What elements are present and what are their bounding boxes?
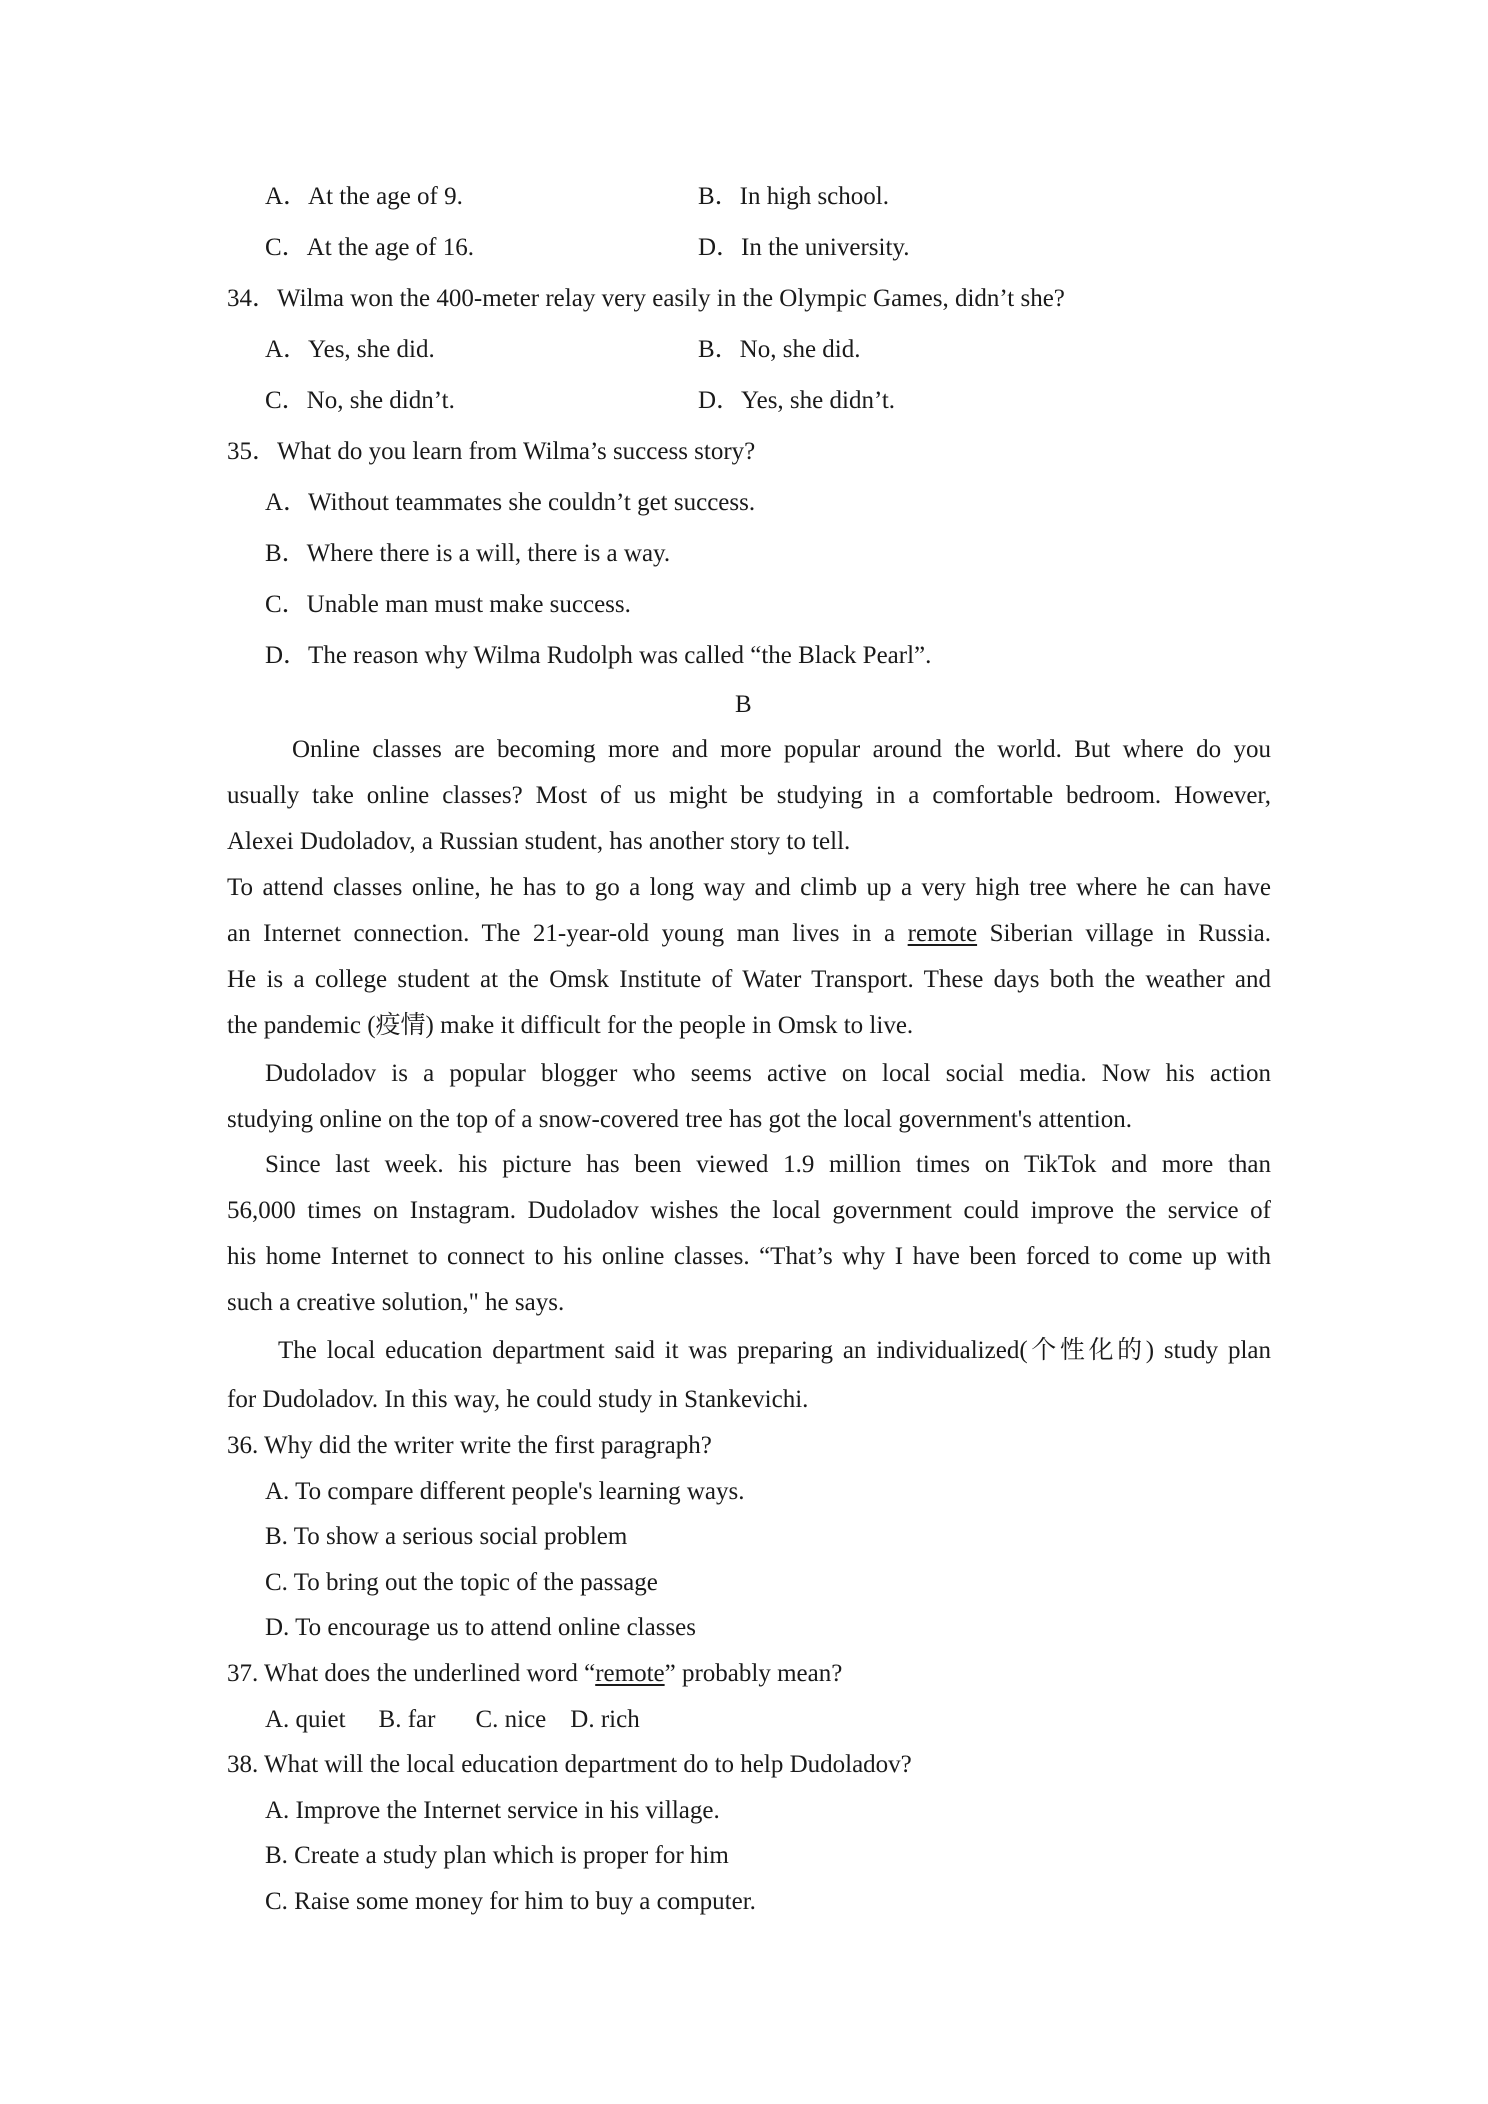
q38-option-b: B. Create a study plan which is proper for him bbox=[265, 1842, 729, 1869]
passage-p4-line4: such a creative solution," he says. bbox=[227, 1289, 565, 1316]
passage-p2-line1: To attend classes online, he has to go a long way and climb up a very high tree where he can have bbox=[227, 874, 1271, 901]
underlined-word: remote bbox=[595, 1660, 665, 1687]
q33-option-b: B．In high school. bbox=[698, 183, 889, 210]
underlined-word: remote bbox=[907, 920, 978, 947]
q34-option-b: B．No, she did. bbox=[698, 336, 861, 363]
q37-stem bbox=[227, 1657, 842, 1691]
passage-p2-line3: He is a college student at the Omsk Institute of Water Transport. These days both the weather and bbox=[227, 966, 1271, 993]
q36-option-b: B. To show a serious social problem bbox=[265, 1523, 628, 1550]
passage-p4-line2: 56,000 times on Instagram. Dudoladov wishes the local government could improve the service of bbox=[227, 1197, 1271, 1224]
q38-stem: 38. What will the local education department do to help Dudoladov? bbox=[227, 1751, 912, 1778]
q37-options bbox=[265, 1703, 640, 1737]
q37-stem-text: ” probably mean? bbox=[664, 1660, 843, 1687]
q36-option-d: D. To encourage us to attend online classes bbox=[265, 1614, 697, 1641]
q37-option-a: A. quiet bbox=[265, 1706, 346, 1733]
q33-option-a: A．At the age of 9. bbox=[265, 183, 463, 210]
passage-p5-line2: for Dudoladov. In this way, he could study in Stankevichi. bbox=[227, 1386, 809, 1413]
q35-option-d: D．The reason why Wilma Rudolph was called “the Black Pearl”. bbox=[265, 642, 932, 669]
passage-p2-line2 bbox=[227, 917, 1271, 951]
q36-option-a: A. To compare different people's learning ways. bbox=[265, 1478, 745, 1505]
q38-option-c: C. Raise some money for him to buy a computer. bbox=[265, 1888, 756, 1915]
passage-p1-line3: Alexei Dudoladov, a Russian student, has another story to tell. bbox=[227, 828, 851, 855]
q34-option-c: C．No, she didn’t. bbox=[265, 387, 455, 414]
passage-p3-line2: studying online on the top of a snow-covered tree has got the local government's attention. bbox=[227, 1106, 1132, 1133]
q35-stem: 35．What do you learn from Wilma’s success story? bbox=[227, 438, 756, 465]
q35-option-a: A．Without teammates she couldn’t get success. bbox=[265, 489, 756, 516]
passage-p4-line1: Since last week. his picture has been viewed 1.9 million times on TikTok and more than bbox=[265, 1151, 1271, 1178]
q33-option-c: C．At the age of 16. bbox=[265, 234, 474, 261]
q33-option-d: D．In the university. bbox=[698, 234, 910, 261]
passage-p1-line1: Online classes are becoming more and more popular around the world. But where do you bbox=[292, 736, 1271, 763]
q37-option-c: C. nice bbox=[475, 1706, 547, 1733]
q34-option-a: A．Yes, she did. bbox=[265, 336, 435, 363]
passage-text: an Internet connection. The 21-year-old young man lives in a bbox=[227, 920, 896, 947]
q35-option-c: C．Unable man must make success. bbox=[265, 591, 631, 618]
q37-option-b: B. far bbox=[378, 1706, 436, 1733]
q34-option-d: D．Yes, she didn’t. bbox=[698, 387, 896, 414]
passage-p2-line4: the pandemic (疫情) make it difficult for the people in Omsk to live. bbox=[227, 1012, 914, 1039]
passage-p3-line1: Dudoladov is a popular blogger who seems active on local social media. Now his action bbox=[265, 1060, 1271, 1087]
q38-option-a: A. Improve the Internet service in his village. bbox=[265, 1797, 720, 1824]
q37-option-d: D. rich bbox=[570, 1706, 640, 1733]
q35-option-b: B．Where there is a will, there is a way. bbox=[265, 540, 671, 567]
q34-stem: 34．Wilma won the 400-meter relay very easily in the Olympic Games, didn’t she? bbox=[227, 285, 1065, 312]
q36-option-c: C. To bring out the topic of the passage bbox=[265, 1569, 658, 1596]
passage-text: Siberian village in Russia. bbox=[989, 920, 1272, 947]
passage-p5-line1: The local education department said it was preparing an individualized(个性化的) study plan bbox=[278, 1337, 1271, 1364]
q36-stem: 36. Why did the writer write the first paragraph? bbox=[227, 1432, 712, 1459]
passage-p4-line3: his home Internet to connect to his online classes. “That’s why I have been forced to come up with bbox=[227, 1243, 1271, 1270]
section-heading: B bbox=[735, 691, 752, 718]
q37-stem-text: 37. What does the underlined word “ bbox=[227, 1660, 596, 1687]
passage-p1-line2: usually take online classes? Most of us might be studying in a comfortable bedroom. However, bbox=[227, 782, 1271, 809]
